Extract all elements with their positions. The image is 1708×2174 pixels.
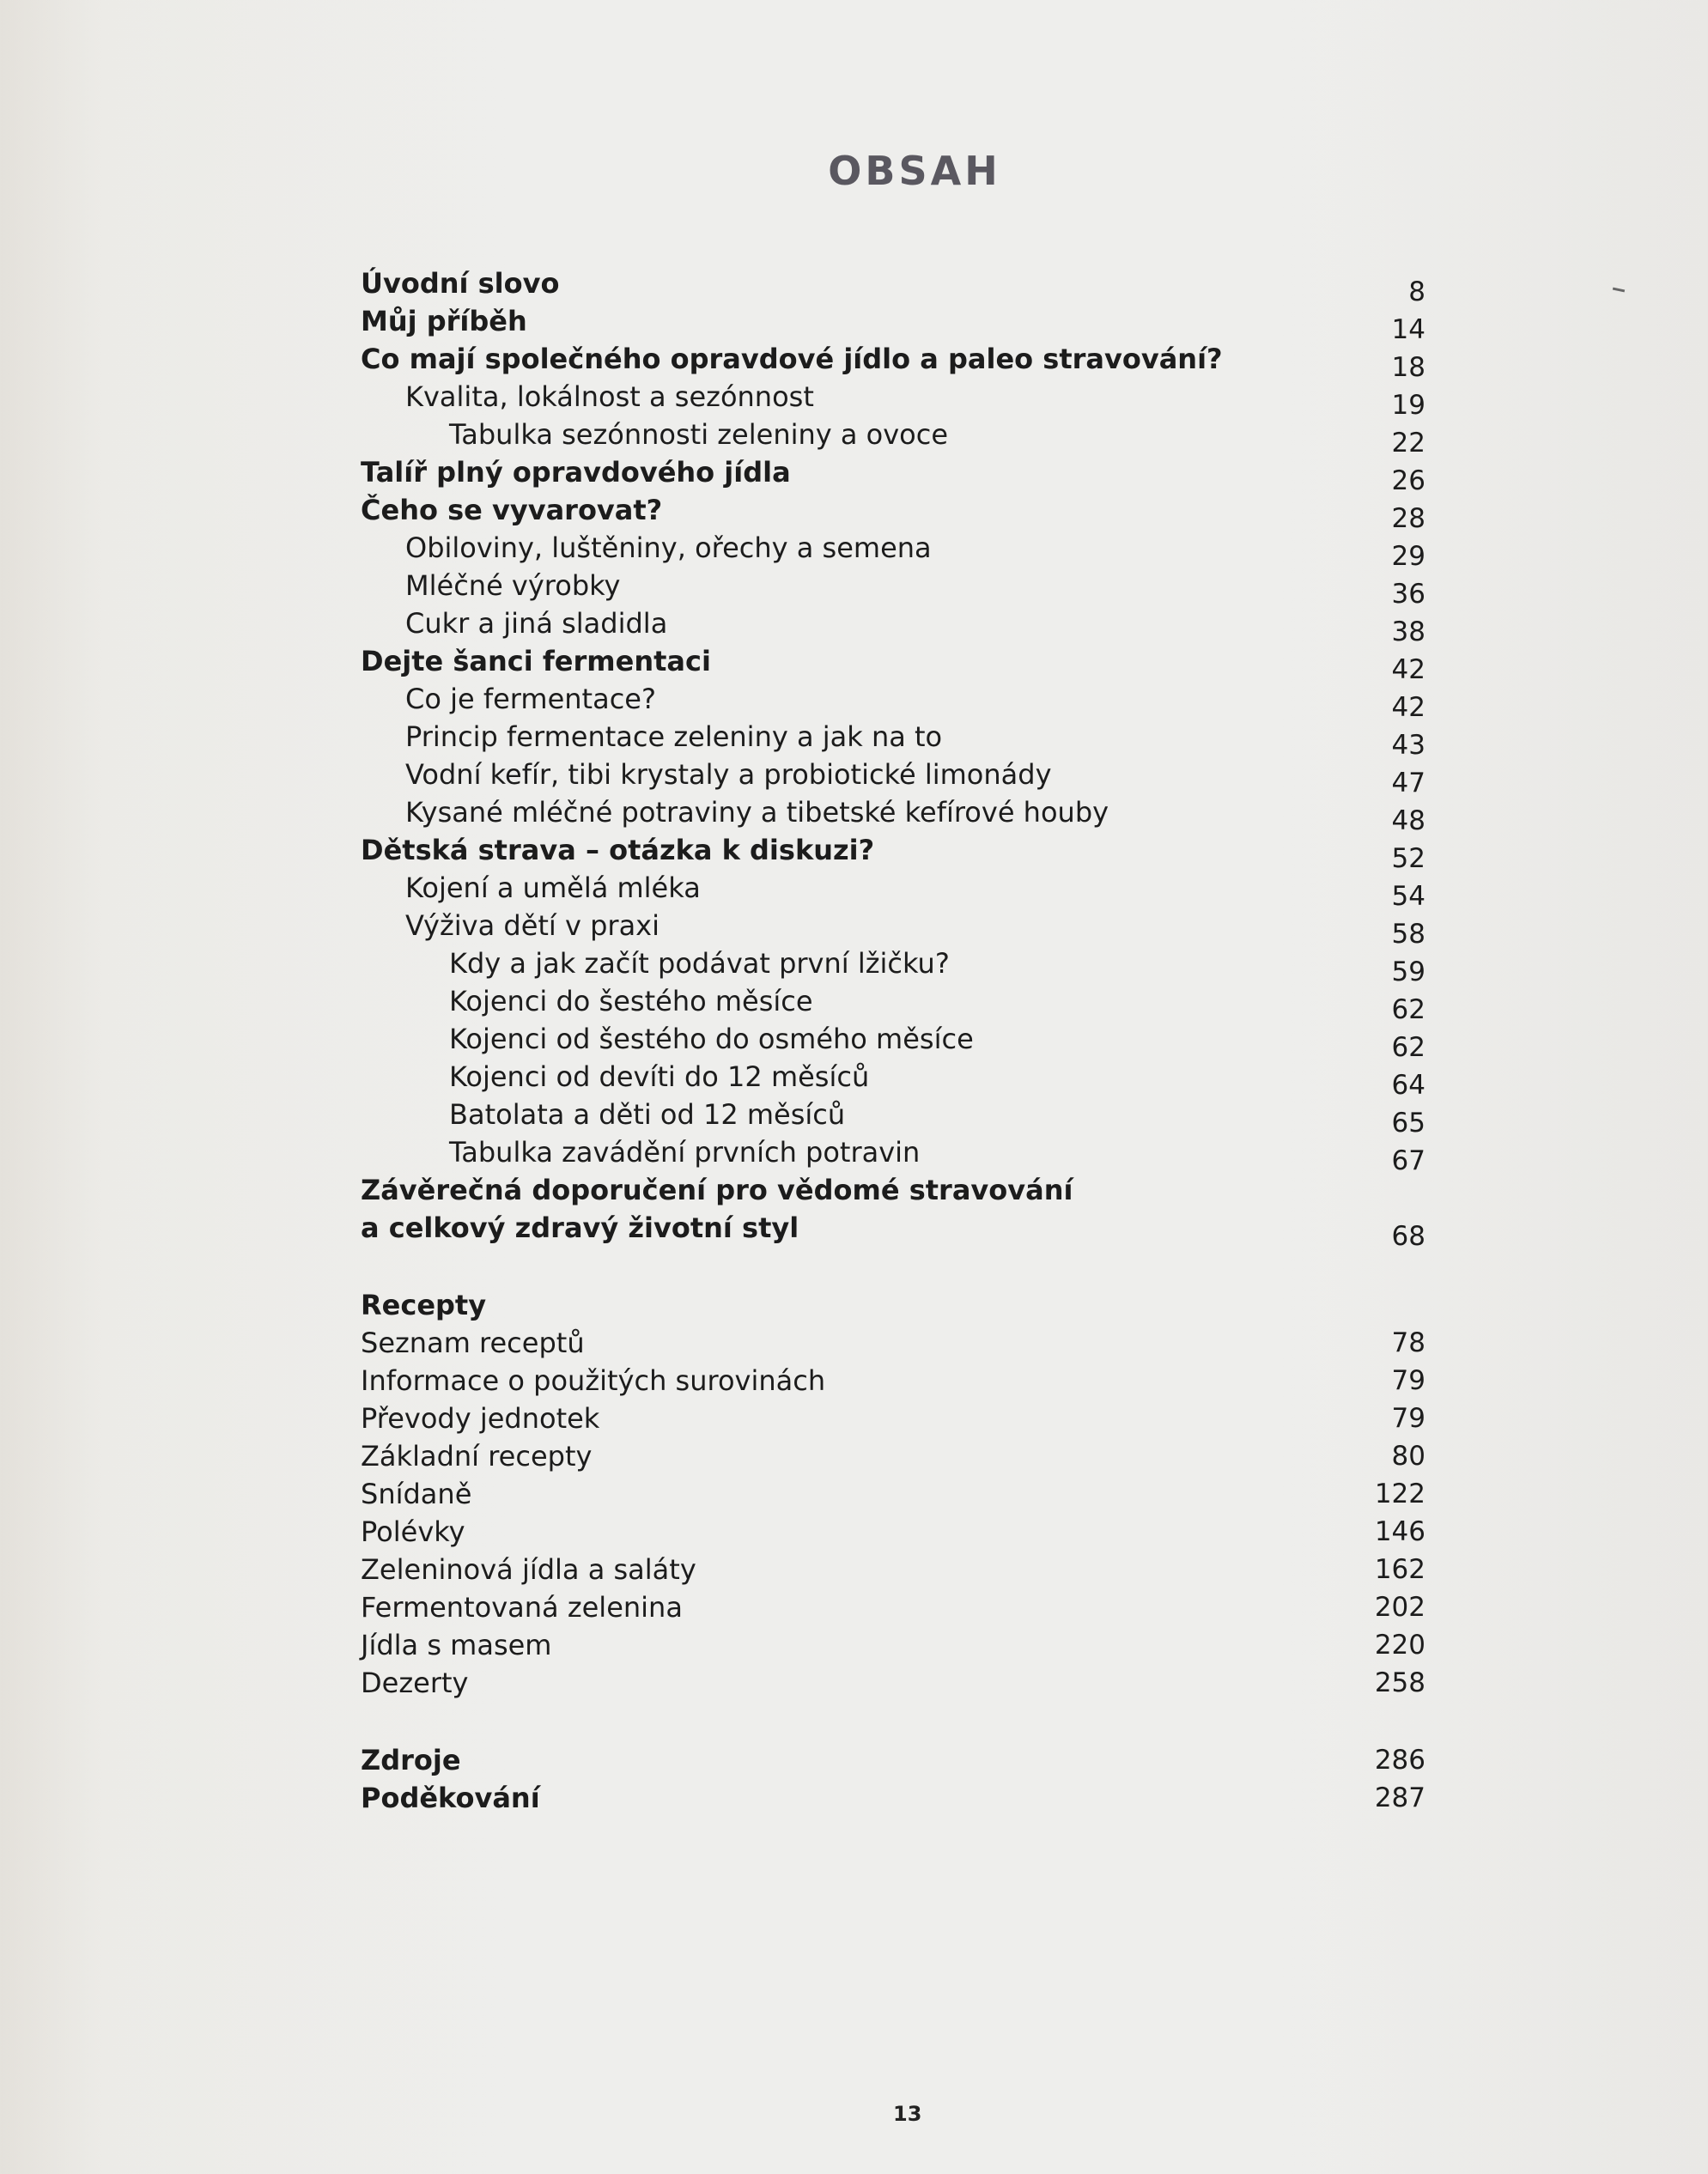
toc-main-section	[361, 264, 1425, 1176]
toc-entry-page: 14	[1391, 314, 1425, 345]
toc-entry-page: 162	[1374, 1554, 1425, 1585]
toc-entry	[361, 1626, 1425, 1664]
toc-entry-page: 22	[1391, 428, 1425, 458]
toc-entry	[361, 491, 1425, 534]
toc-entry-page: 29	[1391, 541, 1425, 572]
toc-entry-page: 146	[1374, 1516, 1425, 1547]
toc-entry-page: 65	[1391, 1108, 1425, 1139]
toc-entry-page: 38	[1391, 616, 1425, 647]
toc-entry-page: 67	[1391, 1145, 1425, 1176]
toc-entry-label: Výživa dětí v praxi	[405, 909, 659, 942]
toc-entry-page: 78	[1391, 1327, 1425, 1358]
toc-entry-page: 258	[1374, 1667, 1425, 1698]
toc-entry-page: 287	[1374, 1782, 1425, 1813]
toc-entry-label: Fermentovaná zelenina	[361, 1591, 683, 1624]
toc-entry-page: 42	[1391, 654, 1425, 685]
toc-entry-label: Závěrečná doporučení pro vědomé stravování a celkový zdravý životní styl	[361, 1174, 1073, 1244]
toc-entry	[361, 1437, 1425, 1475]
toc-entry	[361, 756, 1425, 799]
toc-entry	[361, 642, 1425, 685]
toc-entry-label: Obiloviny, luštěniny, ořechy a semena	[405, 531, 932, 564]
toc-entry-page: 42	[1391, 692, 1425, 723]
toc-entry-page: 18	[1391, 352, 1425, 383]
toc-entry	[361, 793, 1425, 836]
toc-entry-label: Kdy a jak začít podávat první lžičku?	[449, 947, 950, 980]
toc-entry	[361, 1020, 1425, 1063]
toc-entry	[361, 1513, 1425, 1551]
toc-entry-label: Talíř plný opravdového jídla	[361, 456, 791, 489]
toc-entry-label: Poděkování	[361, 1782, 540, 1814]
toc-entry	[361, 869, 1425, 912]
toc-entry-page: 47	[1391, 768, 1425, 799]
toc-entry	[361, 1741, 1425, 1779]
toc-entry-label: Princip fermentace zeleniny a jak na to	[405, 720, 943, 753]
toc-entry-label: Kysané mléčné potraviny a tibetské kefírové houby	[405, 796, 1109, 829]
toc-entry-page: 202	[1374, 1592, 1425, 1623]
toc-entry-page: 52	[1391, 843, 1425, 874]
toc-entry	[361, 831, 1425, 874]
toc-entry-page: 48	[1391, 805, 1425, 836]
toc-entry-label: Převody jednotek	[361, 1402, 600, 1435]
toc-entry-page: 54	[1391, 881, 1425, 912]
toc-entry-page: 59	[1391, 956, 1425, 987]
toc-entry-page: 122	[1374, 1479, 1425, 1509]
toc-entry	[361, 680, 1425, 723]
toc-entry-label: Vodní kefír, tibi krystaly a probiotické limonády	[405, 758, 1052, 791]
toc-entry-page: 28	[1391, 503, 1425, 534]
toc-entry-label: Batolata a děti od 12 měsíců	[449, 1098, 846, 1131]
toc-entry	[361, 1362, 1425, 1400]
toc-entry-label: Kojení a umělá mléka	[405, 871, 701, 904]
toc-entry-label: Tabulka zavádění prvních potravin	[449, 1136, 921, 1169]
toc-entry-page: 80	[1391, 1441, 1425, 1472]
toc-entry-label: Můj příběh	[361, 305, 527, 337]
toc-entry	[361, 718, 1425, 761]
toc-entry	[361, 1400, 1425, 1437]
toc-entry-label: Zdroje	[361, 1744, 461, 1776]
toc-entry-label: Co je fermentace?	[405, 683, 656, 715]
toc-entry	[361, 529, 1425, 572]
toc-entry	[361, 1133, 1425, 1176]
toc-entry-page: 19	[1391, 390, 1425, 421]
page-title: OBSAH	[828, 148, 1001, 194]
toc-end-section	[361, 1741, 1425, 1817]
toc-entry-label: Dětská strava – otázka k diskuzi?	[361, 834, 875, 866]
toc-entry-label: Čeho se vyvarovat?	[361, 494, 663, 526]
toc-entry	[361, 1475, 1425, 1513]
toc-entry-page: 26	[1391, 465, 1425, 496]
recipes-heading-label: Recepty	[361, 1289, 487, 1321]
toc-entry-page: 64	[1391, 1070, 1425, 1101]
toc-entry-label: Dezerty	[361, 1667, 469, 1699]
toc-entry-label: Základní recepty	[361, 1440, 593, 1473]
toc-entry	[361, 982, 1425, 1025]
toc-entry	[361, 264, 1425, 307]
toc-entry	[361, 1324, 1425, 1362]
toc-entry-label: Úvodní slovo	[361, 267, 560, 300]
toc-entry	[361, 944, 1425, 987]
toc-entry	[361, 302, 1425, 345]
toc-entry-page: 68	[1391, 1221, 1425, 1252]
toc-entry-label: Dejte šanci fermentaci	[361, 645, 711, 677]
toc-entry-label: Cukr a jiná sladidla	[405, 607, 668, 640]
toc-entry	[361, 1664, 1425, 1702]
toc-entry-page: 62	[1391, 1032, 1425, 1063]
toc-entry-label: Polévky	[361, 1515, 465, 1548]
toc-entry-label: Kojenci od devíti do 12 měsíců	[449, 1060, 870, 1093]
toc-entry-label: Informace o použitých surovinách	[361, 1364, 826, 1397]
toc-entry	[361, 340, 1425, 383]
toc-entry	[361, 453, 1425, 496]
toc-entry	[361, 567, 1425, 610]
toc-entry	[361, 1096, 1425, 1139]
toc-entry-label: Kojenci od šestého do osmého měsíce	[449, 1023, 974, 1055]
toc-entry-label: Zeleninová jídla a saláty	[361, 1553, 696, 1586]
toc-entry-label: Tabulka sezónnosti zeleniny a ovoce	[449, 418, 949, 451]
toc-entry-label: Co mají společného opravdové jídlo a paleo stravování?	[361, 343, 1223, 375]
toc-entry-page: 79	[1391, 1365, 1425, 1396]
toc-entry	[361, 907, 1425, 950]
toc-entry	[361, 604, 1425, 647]
page-number: 13	[893, 2102, 922, 2126]
toc-entry-label: Kojenci do šestého měsíce	[449, 985, 813, 1017]
toc-entry-closing	[361, 1171, 1425, 1252]
toc-entry	[361, 1588, 1425, 1626]
toc-entry-label: Snídaně	[361, 1478, 472, 1510]
pencil-mark	[1613, 288, 1625, 293]
toc-entry	[361, 1551, 1425, 1588]
toc-entry-label: Mléčné výrobky	[405, 569, 621, 602]
table-of-contents	[361, 264, 1425, 1817]
toc-entry-page: 220	[1374, 1630, 1425, 1661]
toc-entry	[361, 1779, 1425, 1817]
toc-entry	[361, 378, 1425, 421]
toc-entry-page: 62	[1391, 994, 1425, 1025]
toc-entry-label: Kvalita, lokálnost a sezónnost	[405, 380, 814, 413]
toc-entry-label: Seznam receptů	[361, 1327, 585, 1359]
toc-entry	[361, 1058, 1425, 1101]
toc-recipes-section	[361, 1324, 1425, 1702]
toc-entry-page: 43	[1391, 730, 1425, 761]
toc-entry-page: 79	[1391, 1403, 1425, 1434]
toc-entry-page: 36	[1391, 579, 1425, 610]
toc-entry-page: 286	[1374, 1745, 1425, 1776]
toc-entry-label: Jídla s masem	[361, 1629, 552, 1661]
toc-entry-page: 58	[1391, 919, 1425, 950]
recipes-heading	[361, 1286, 1425, 1324]
toc-entry-page: 8	[1408, 276, 1425, 307]
toc-entry	[361, 416, 1425, 458]
